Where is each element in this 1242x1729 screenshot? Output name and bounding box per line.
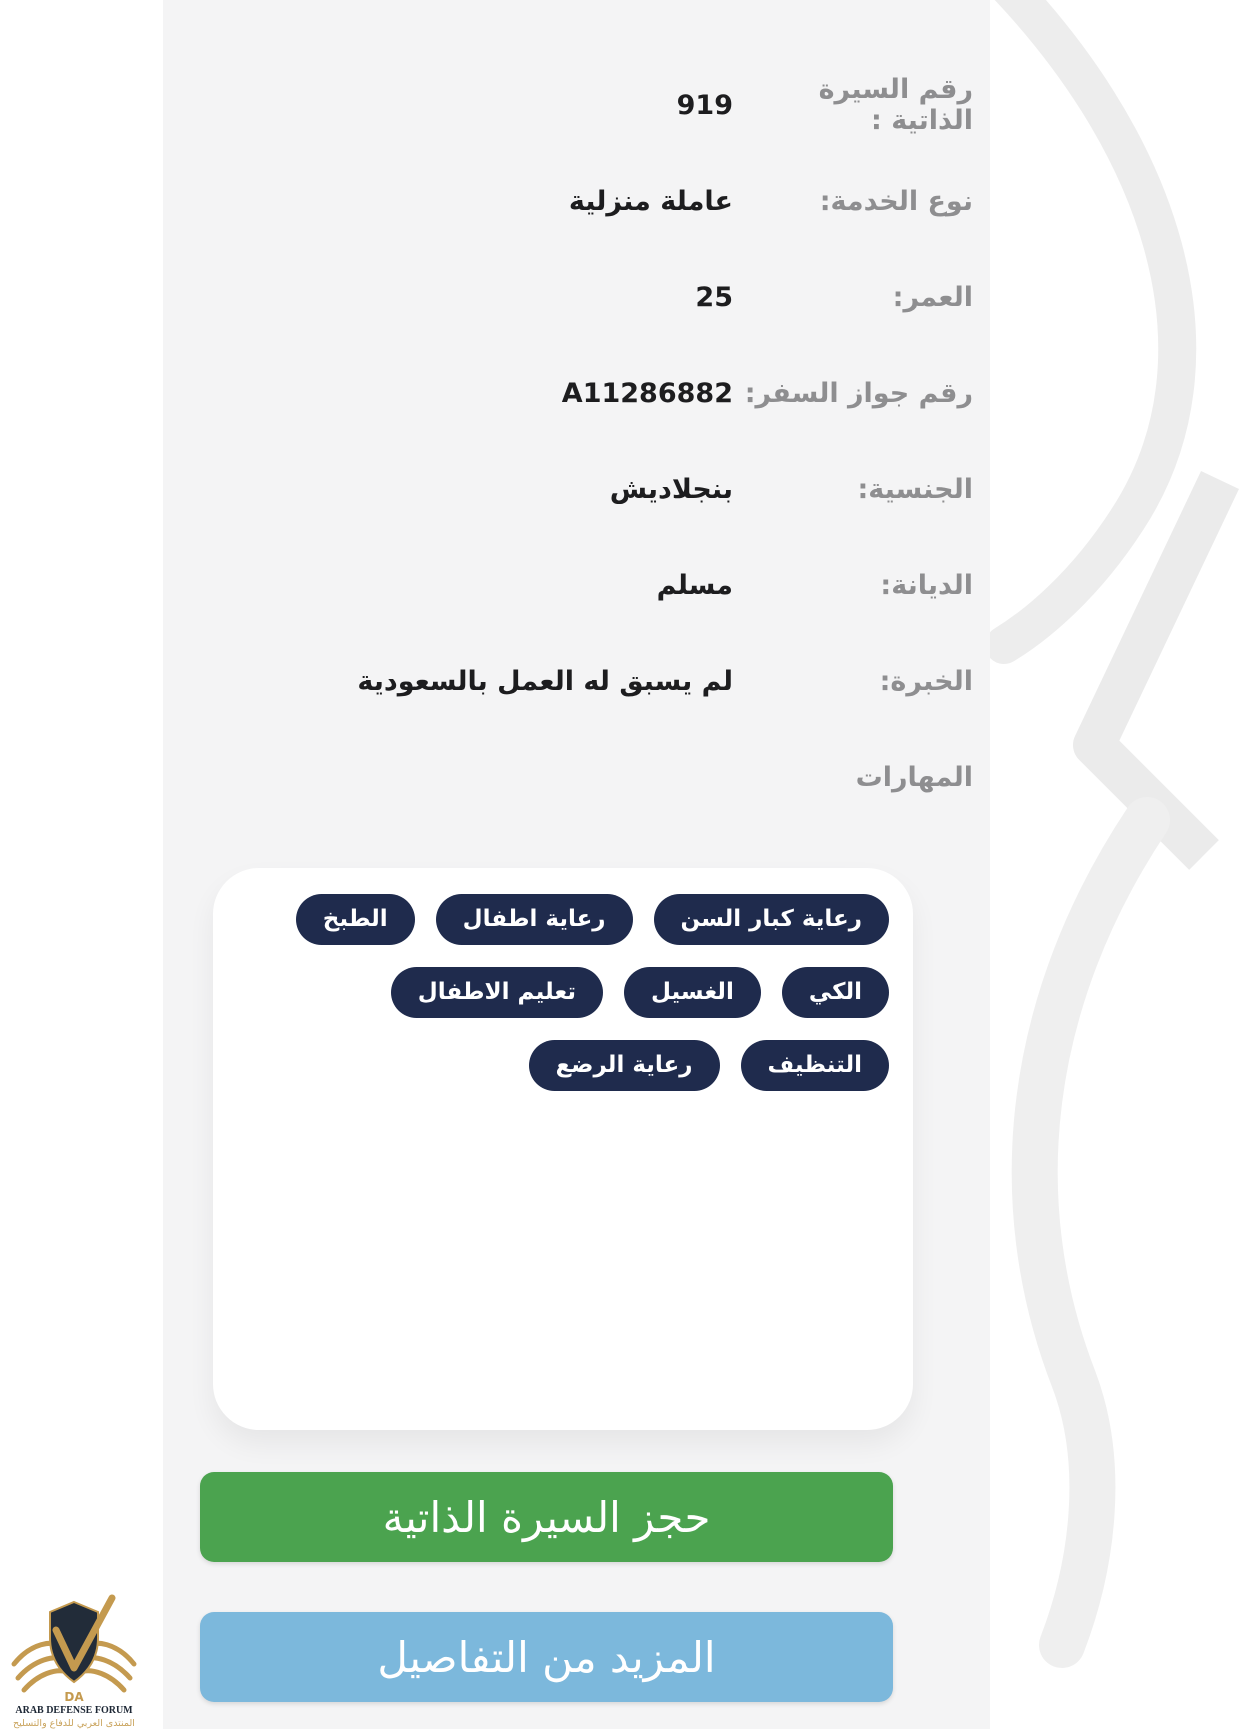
field-value: مسلم — [656, 569, 733, 601]
logo-monogram: DA — [64, 1690, 84, 1704]
field-label: رقم السيرة الذاتية : — [818, 74, 973, 136]
field-row-passport-number — [163, 345, 973, 441]
arab-defense-forum-logo — [6, 1590, 142, 1729]
field-value: بنجلاديش — [609, 473, 733, 505]
skill-pill-laundry: الغسيل — [624, 967, 761, 1018]
field-label: الجنسية: — [857, 473, 973, 505]
field-value: عاملة منزلية — [568, 185, 733, 217]
skill-pill-ironing: الكي — [782, 967, 889, 1018]
skills-pill-list — [237, 894, 889, 1091]
more-details-button[interactable]: المزيد من التفاصيل — [200, 1612, 893, 1702]
logo-subtitle: المنتدى العربي للدفاع والتسليح — [13, 1718, 135, 1729]
field-value: 919 — [676, 89, 733, 121]
book-cv-button[interactable]: حجز السيرة الذاتية — [200, 1472, 893, 1562]
field-row-nationality — [163, 441, 973, 537]
field-row-religion — [163, 537, 973, 633]
field-value: لم يسبق له العمل بالسعودية — [357, 665, 733, 697]
field-row-experience — [163, 633, 973, 729]
field-row-service-type — [163, 153, 973, 249]
skills-container — [213, 868, 913, 1430]
field-row-age — [163, 249, 973, 345]
skill-pill-cleaning: التنظيف — [741, 1040, 889, 1091]
skills-heading: المهارات — [855, 761, 973, 793]
cv-fields — [163, 57, 990, 825]
skill-pill-elderly-care: رعاية كبار السن — [654, 894, 889, 945]
skill-pill-teaching-children: تعليم الاطفال — [391, 967, 603, 1018]
field-label: الخبرة: — [879, 665, 973, 697]
cv-card — [163, 0, 990, 1729]
field-value: A11286882 — [561, 377, 733, 409]
field-value: 25 — [695, 281, 733, 313]
skill-pill-cooking: الطبخ — [296, 894, 415, 945]
skill-pill-child-care: رعاية اطفال — [436, 894, 633, 945]
field-label: نوع الخدمة: — [819, 185, 973, 217]
skill-pill-infant-care: رعاية الرضع — [529, 1040, 720, 1091]
field-label: الديانة: — [880, 569, 973, 601]
field-row-skills-heading — [163, 729, 973, 825]
logo-title: ARAB DEFENSE FORUM — [15, 1705, 133, 1716]
field-row-cv-number — [163, 57, 973, 153]
field-label: العمر: — [892, 281, 973, 313]
field-label: رقم جواز السفر: — [744, 377, 973, 409]
